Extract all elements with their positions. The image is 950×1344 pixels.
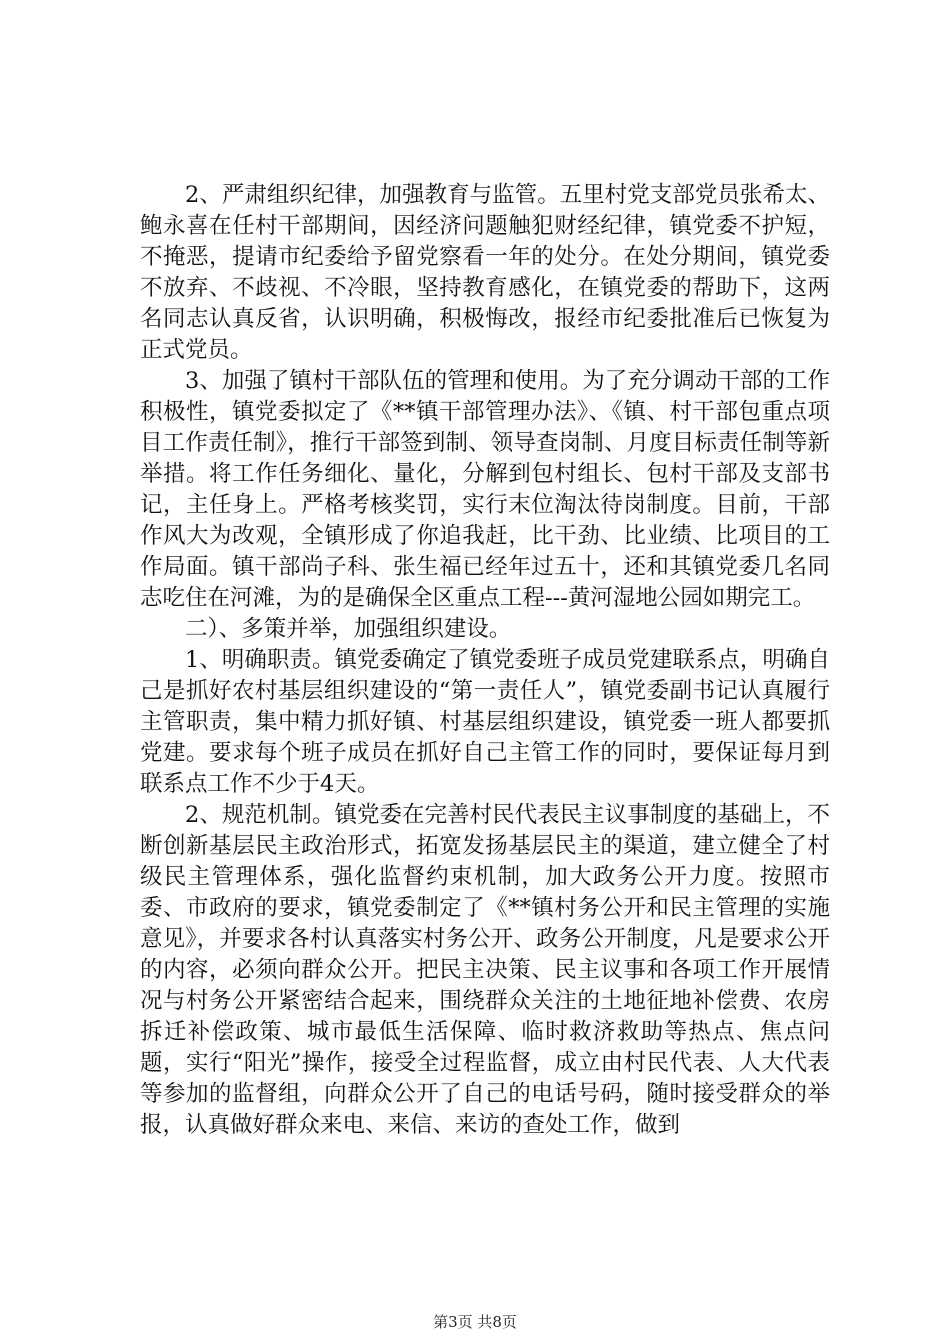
- paragraph-cadre-management: 3、加强了镇村干部队伍的管理和使用。为了充分调动干部的工作积极性，镇党委拟定了《**镇干部管理办法》、《镇、村干部包重点项目工作责任制》，推行干部签到制、领导查岗制、月度目标责任制等新举措。将工作任务细化、量化，分解到包村组长、包村干部及支部书记，主任身上。严格考核奖罚，实行末位淘汰待岗制度。目前，干部作风大为改观，全镇形成了你追我赶，比干劲、比业绩、比项目的工作局面。镇干部尚子科、张生福已经年过五十，还和其镇党委几名同志吃住在河滩，为的是确保全区重点工程---黄河湿地公园如期完工。: [140, 368, 830, 611]
- paragraph-organization-discipline: 2、严肃组织纪律，加强教育与监管。五里村党支部党员张希太、鲍永喜在任村干部期间，因经济问题触犯财经纪律，镇党委不护短，不掩恶，提请市纪委给予留党察看一年的处分。在处分期间，镇党委不放弃、不歧视、不冷眼，坚持教育感化，在镇党委的帮助下，这两名同志认真反省，认识明确，积极悔改，报经市纪委批准后已恢复为正式党员。: [140, 182, 830, 363]
- paragraph-clarify-responsibilities: 1、明确职责。镇党委确定了镇党委班子成员党建联系点，明确自己是抓好农村基层组织建设的“第一责任人”，镇党委副书记认真履行主管职责，集中精力抓好镇、村基层组织建设，镇党委一班人都要抓党建。要求每个班子成员在抓好自己主管工作的同时，要保证每月到联系点工作不少于4天。: [140, 647, 830, 797]
- paragraph-standardize-mechanism: 2、规范机制。镇党委在完善村民代表民主议事制度的基础上，不断创新基层民主政治形式，拓宽发扬基层民主的渠道，建立健全了村级民主管理体系，强化监督约束机制，加大政务公开力度。按照市委、市政府的要求，镇党委制定了《**镇村务公开和民主管理的实施意见》，并要求各村认真落实村务公开、政务公开制度，凡是要求公开的内容，必须向群众公开。把民主决策、民主议事和各项工作开展情况与村务公开紧密结合起来，围绕群众关注的土地征地补偿费、农房拆迁补偿政策、城市最低生活保障、临时救济救助等热点、焦点问题，实行“阳光”操作，接受全过程监督，成立由村民代表、人大代表等参加的监督组，向群众公开了自己的电话号码，随时接受群众的举报，认真做好群众来电、来信、来访的查处工作，做到: [140, 802, 830, 1138]
- page-number-footer: 第3页 共8页: [433, 1313, 517, 1331]
- section-heading-organization-building: 二）、多策并举，加强组织建设。: [185, 616, 512, 642]
- document-body: [140, 180, 830, 1141]
